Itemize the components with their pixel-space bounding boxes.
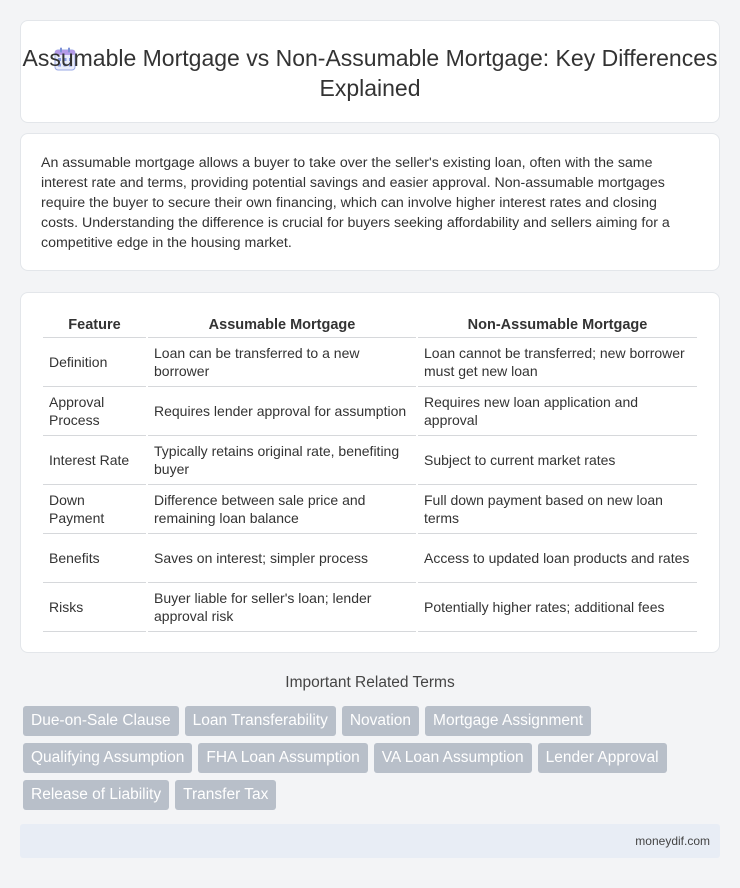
table-header-row — [43, 314, 697, 337]
non-assumable-cell: Potentially higher rates; additional fees — [417, 582, 697, 631]
tag-mortgage-assignment[interactable]: Mortgage Assignment — [425, 706, 591, 736]
page-title: Assumable Mortgage vs Non-Assumable Mortgage: Key Differences Explained — [22, 45, 718, 101]
assumable-cell: Buyer liable for seller's loan; lender approval risk — [147, 582, 417, 631]
table-row — [43, 386, 697, 435]
non-assumable-cell: Subject to current market rates — [417, 435, 697, 484]
non-assumable-cell: Loan cannot be transferred; new borrower must get new loan — [417, 337, 697, 386]
non-assumable-cell: Requires new loan application and approval — [417, 386, 697, 435]
table-row — [43, 435, 697, 484]
footer — [20, 824, 720, 858]
tag-row — [23, 743, 723, 773]
tag-transfer-tax[interactable]: Transfer Tax — [175, 780, 276, 810]
table-row — [43, 337, 697, 386]
feature-cell: Benefits — [43, 533, 147, 582]
feature-cell: Risks — [43, 582, 147, 631]
header-assumable: Assumable Mortgage — [147, 314, 417, 337]
feature-cell: Approval Process — [43, 386, 147, 435]
feature-cell: Definition — [43, 337, 147, 386]
comparison-table — [43, 314, 697, 632]
tag-va-loan-assumption[interactable]: VA Loan Assumption — [374, 743, 532, 773]
comparison-card — [20, 292, 720, 653]
intro-paragraph: An assumable mortgage allows a buyer to take over the seller's existing loan, often with the same interest rate and terms, providing potential savings and easier approval. Non-assumable mortgages require the buyer to secure their own financing, which can involve higher interest rates and closing costs. Understanding the difference is crucial for buyers seeking affordability and sellers aiming for a competitive edge in the housing market. — [41, 155, 670, 251]
assumable-cell: Requires lender approval for assumption — [147, 386, 417, 435]
assumable-cell: Loan can be transferred to a new borrower — [147, 337, 417, 386]
feature-cell: Interest Rate — [43, 435, 147, 484]
tag-release-of-liability[interactable]: Release of Liability — [23, 780, 169, 810]
tag-row — [23, 780, 723, 810]
assumable-cell: Typically retains original rate, benefiting buyer — [147, 435, 417, 484]
tag-row — [23, 706, 723, 736]
intro-card — [20, 133, 720, 271]
tag-due-on-sale-clause[interactable]: Due-on-Sale Clause — [23, 706, 179, 736]
assumable-cell: Difference between sale price and remaining loan balance — [147, 484, 417, 533]
tag-loan-transferability[interactable]: Loan Transferability — [185, 706, 336, 736]
table-row — [43, 582, 697, 631]
title-card — [20, 20, 720, 123]
table-row — [43, 484, 697, 533]
table-row — [43, 533, 697, 582]
related-terms-heading: Important Related Terms — [285, 674, 455, 691]
non-assumable-cell: Access to updated loan products and rates — [417, 533, 697, 582]
tag-lender-approval[interactable]: Lender Approval — [538, 743, 667, 773]
feature-cell: Down Payment — [43, 484, 147, 533]
related-terms-tags — [23, 706, 723, 817]
assumable-cell: Saves on interest; simpler process — [147, 533, 417, 582]
header-feature: Feature — [43, 314, 147, 337]
footer-site[interactable]: moneydif.com — [635, 834, 710, 848]
tag-qualifying-assumption[interactable]: Qualifying Assumption — [23, 743, 192, 773]
header-non-assumable: Non-Assumable Mortgage — [417, 314, 697, 337]
tag-novation[interactable]: Novation — [342, 706, 419, 736]
tag-fha-loan-assumption[interactable]: FHA Loan Assumption — [198, 743, 367, 773]
non-assumable-cell: Full down payment based on new loan terms — [417, 484, 697, 533]
